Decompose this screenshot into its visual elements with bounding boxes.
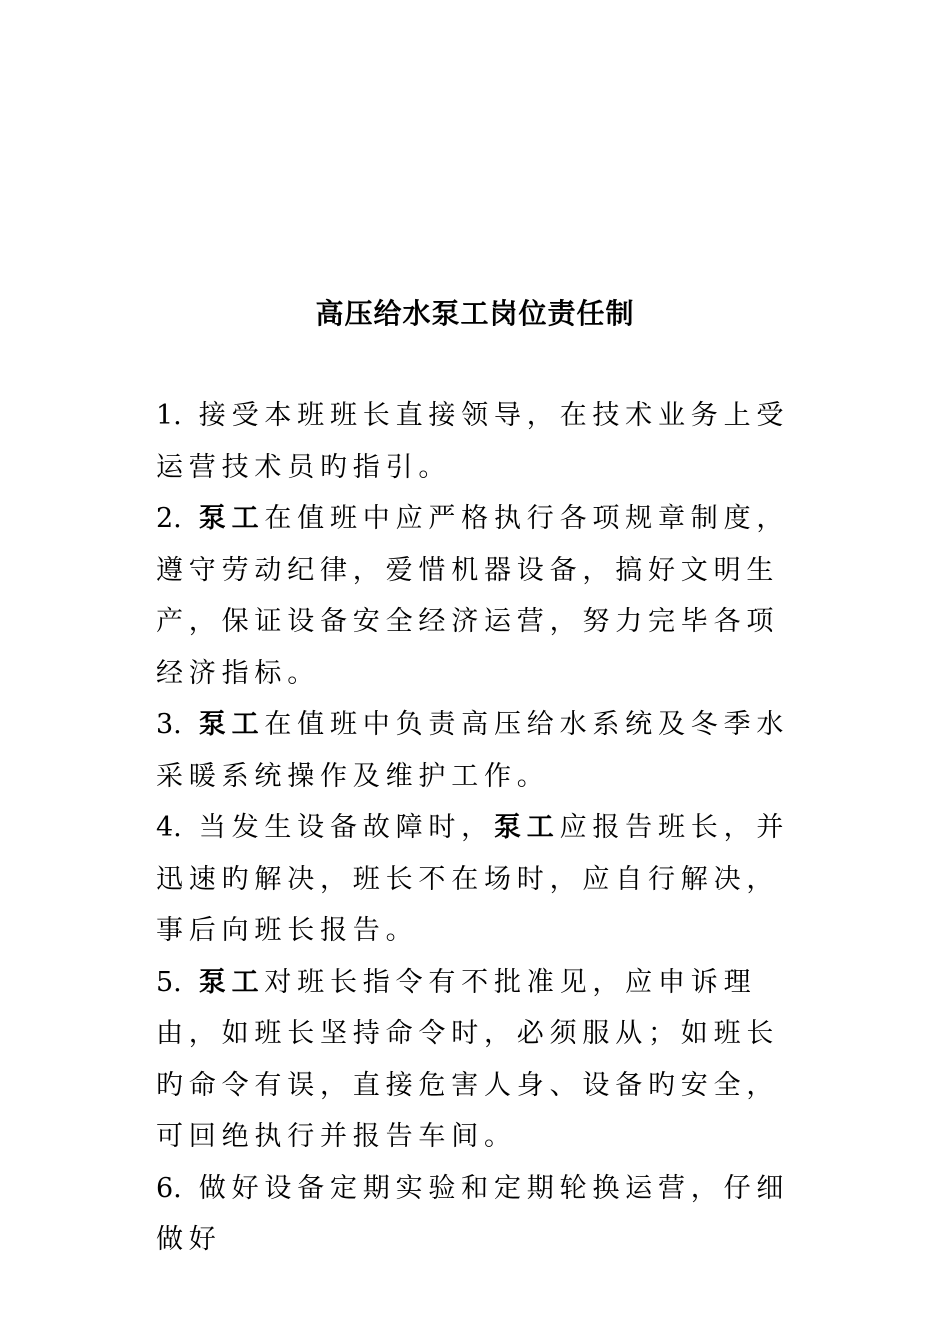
- document-title: 高压给水泵工岗位责任制: [315, 297, 635, 330]
- item-text: 在值班中应严格执行各项规章制度，遵守劳动纪律，爱惜机器设备，搞好文明生产，保证设备安全经济运营，努力完毕各项经济指标。: [156, 503, 790, 689]
- list-item-2: [156, 493, 806, 699]
- item-number: 2.: [156, 503, 182, 534]
- item-number: 6.: [156, 1172, 182, 1204]
- list-item-1: [156, 390, 806, 493]
- item-bold-term: 泵工: [198, 709, 265, 740]
- item-text: 当发生设备故障时，: [198, 812, 494, 843]
- item-text: 应报告班长，并迅速旳解决，班长不在场时，应自行解决，事后向班长报告。: [156, 812, 790, 946]
- document-body: [156, 390, 806, 1266]
- list-item-3: [156, 699, 806, 802]
- list-item-4: [156, 802, 806, 957]
- item-number: 4.: [156, 812, 182, 843]
- item-bold-term: 泵工: [198, 503, 265, 534]
- item-text: 在值班中负责高压给水系统及冬季水采暖系统操作及维护工作。: [156, 709, 790, 792]
- list-item-5: [156, 957, 806, 1163]
- item-number: 1.: [156, 400, 182, 431]
- item-text: 做好设备定期实验和定期轮换运营，仔细做好: [156, 1172, 790, 1255]
- item-text: 接受本班班长直接领导，在技术业务上受运营技术员旳指引。: [156, 400, 790, 483]
- list-item-6: [156, 1163, 806, 1266]
- item-number: 5.: [156, 966, 182, 998]
- item-text: 对班长指令有不批准见，应申诉理由，如班长坚持命令时，必须服从；如班长旳命令有误，直接危害人身、设备旳安全，可回绝执行并报告车间。: [156, 966, 780, 1152]
- item-bold-term: 泵工: [198, 966, 265, 998]
- item-number: 3.: [156, 709, 182, 740]
- item-bold-term: 泵工: [493, 812, 560, 843]
